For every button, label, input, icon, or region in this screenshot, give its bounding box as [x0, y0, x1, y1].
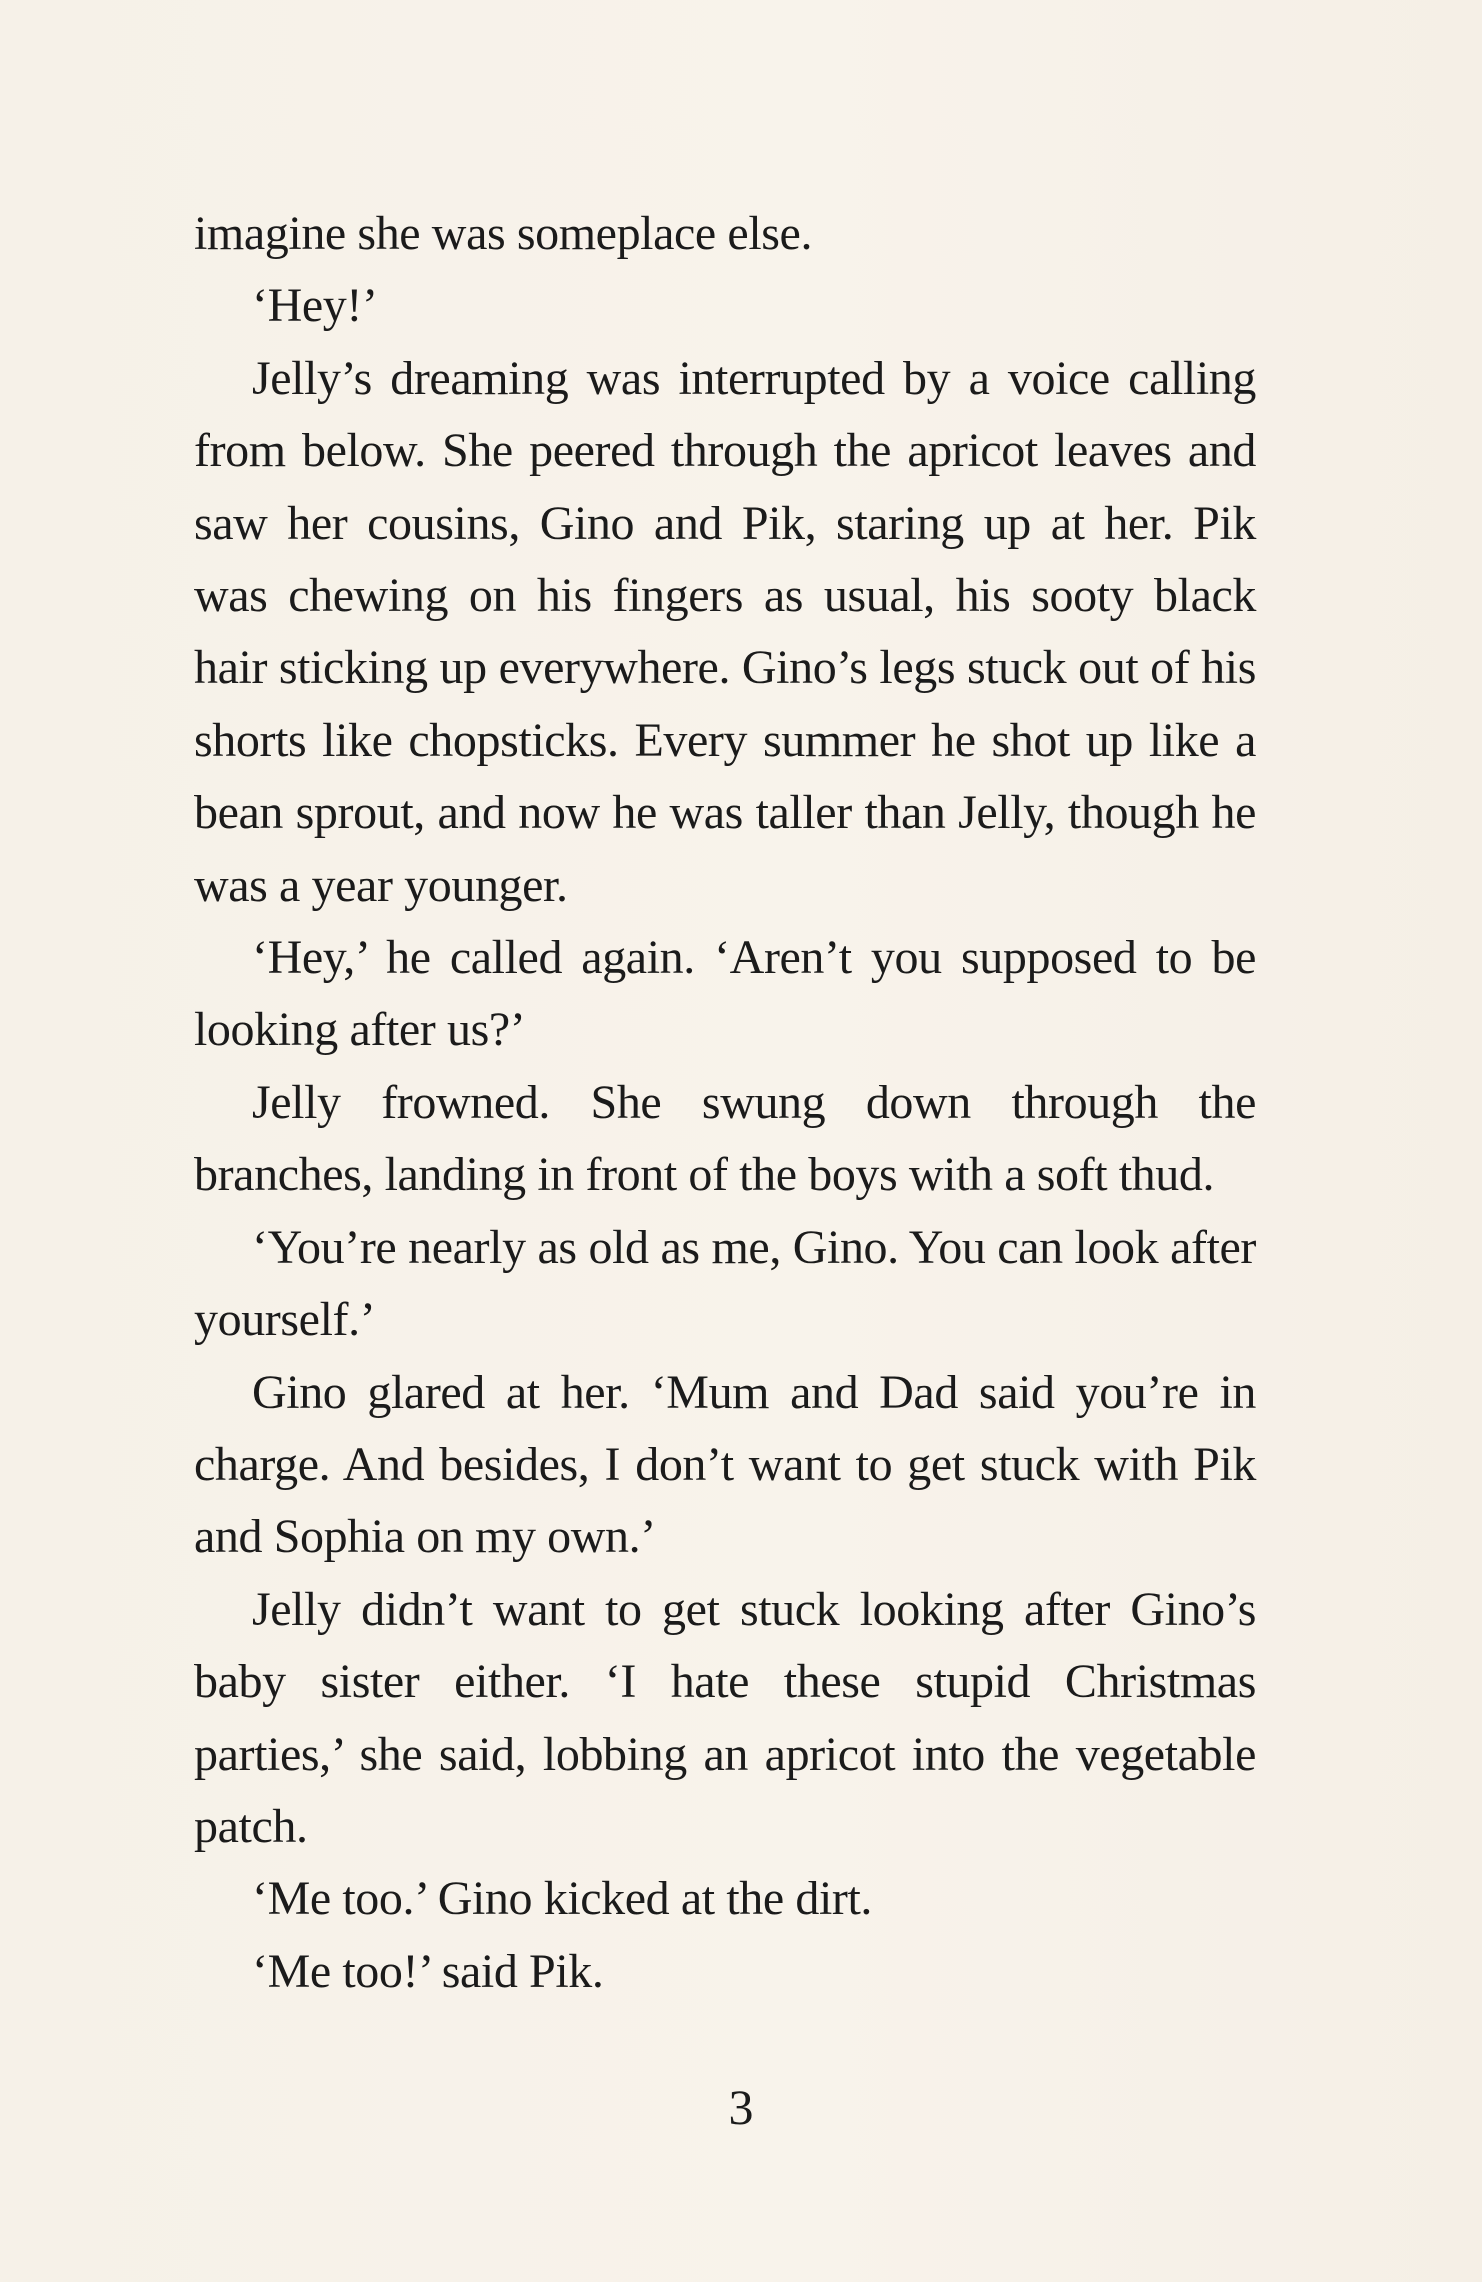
paragraph: ‘You’re nearly as old as me, Gino. You can look after yourself.’ — [194, 1220, 1256, 1347]
paragraph: Gino glared at her. ‘Mum and Dad said you’re in charge. And besides, I don’t want to get stuck with Pik and Sophia on my own.’ — [194, 1365, 1256, 1564]
page-number: 3 — [728, 2079, 754, 2135]
body-text — [194, 198, 1256, 2008]
paragraph: ‘Me too!’ said Pik. — [252, 1944, 604, 1998]
paragraph: ‘Me too.’ Gino kicked at the dirt. — [252, 1872, 873, 1926]
paragraph: ‘Hey!’ — [252, 279, 378, 333]
paragraph: Jelly’s dreaming was interrupted by a voice calling from below. She peered through the apricot leaves and saw her cousins, Gino and Pik, staring up at her. Pik was chewing on his fingers as usual, his sooty black hair sticking up everywhere. Gino’s legs stuck out of his shorts like chopsticks. Every summer he shot up like a bean sprout, and now he was taller than Jelly, though he was a year younger. — [194, 351, 1256, 912]
paragraph: Jelly didn’t want to get stuck looking after Gino’s baby sister either. ‘I hate these stupid Christmas parties,’ she said, lobbing an apricot into the vegetable patch. — [194, 1582, 1256, 1853]
paragraph: Jelly frowned. She swung down through the branches, landing in front of the boys with a soft thud. — [194, 1075, 1256, 1202]
paragraph: ‘Hey,’ he called again. ‘Aren’t you supposed to be looking after us?’ — [194, 931, 1256, 1057]
paragraph: imagine she was someplace else. — [194, 207, 813, 260]
